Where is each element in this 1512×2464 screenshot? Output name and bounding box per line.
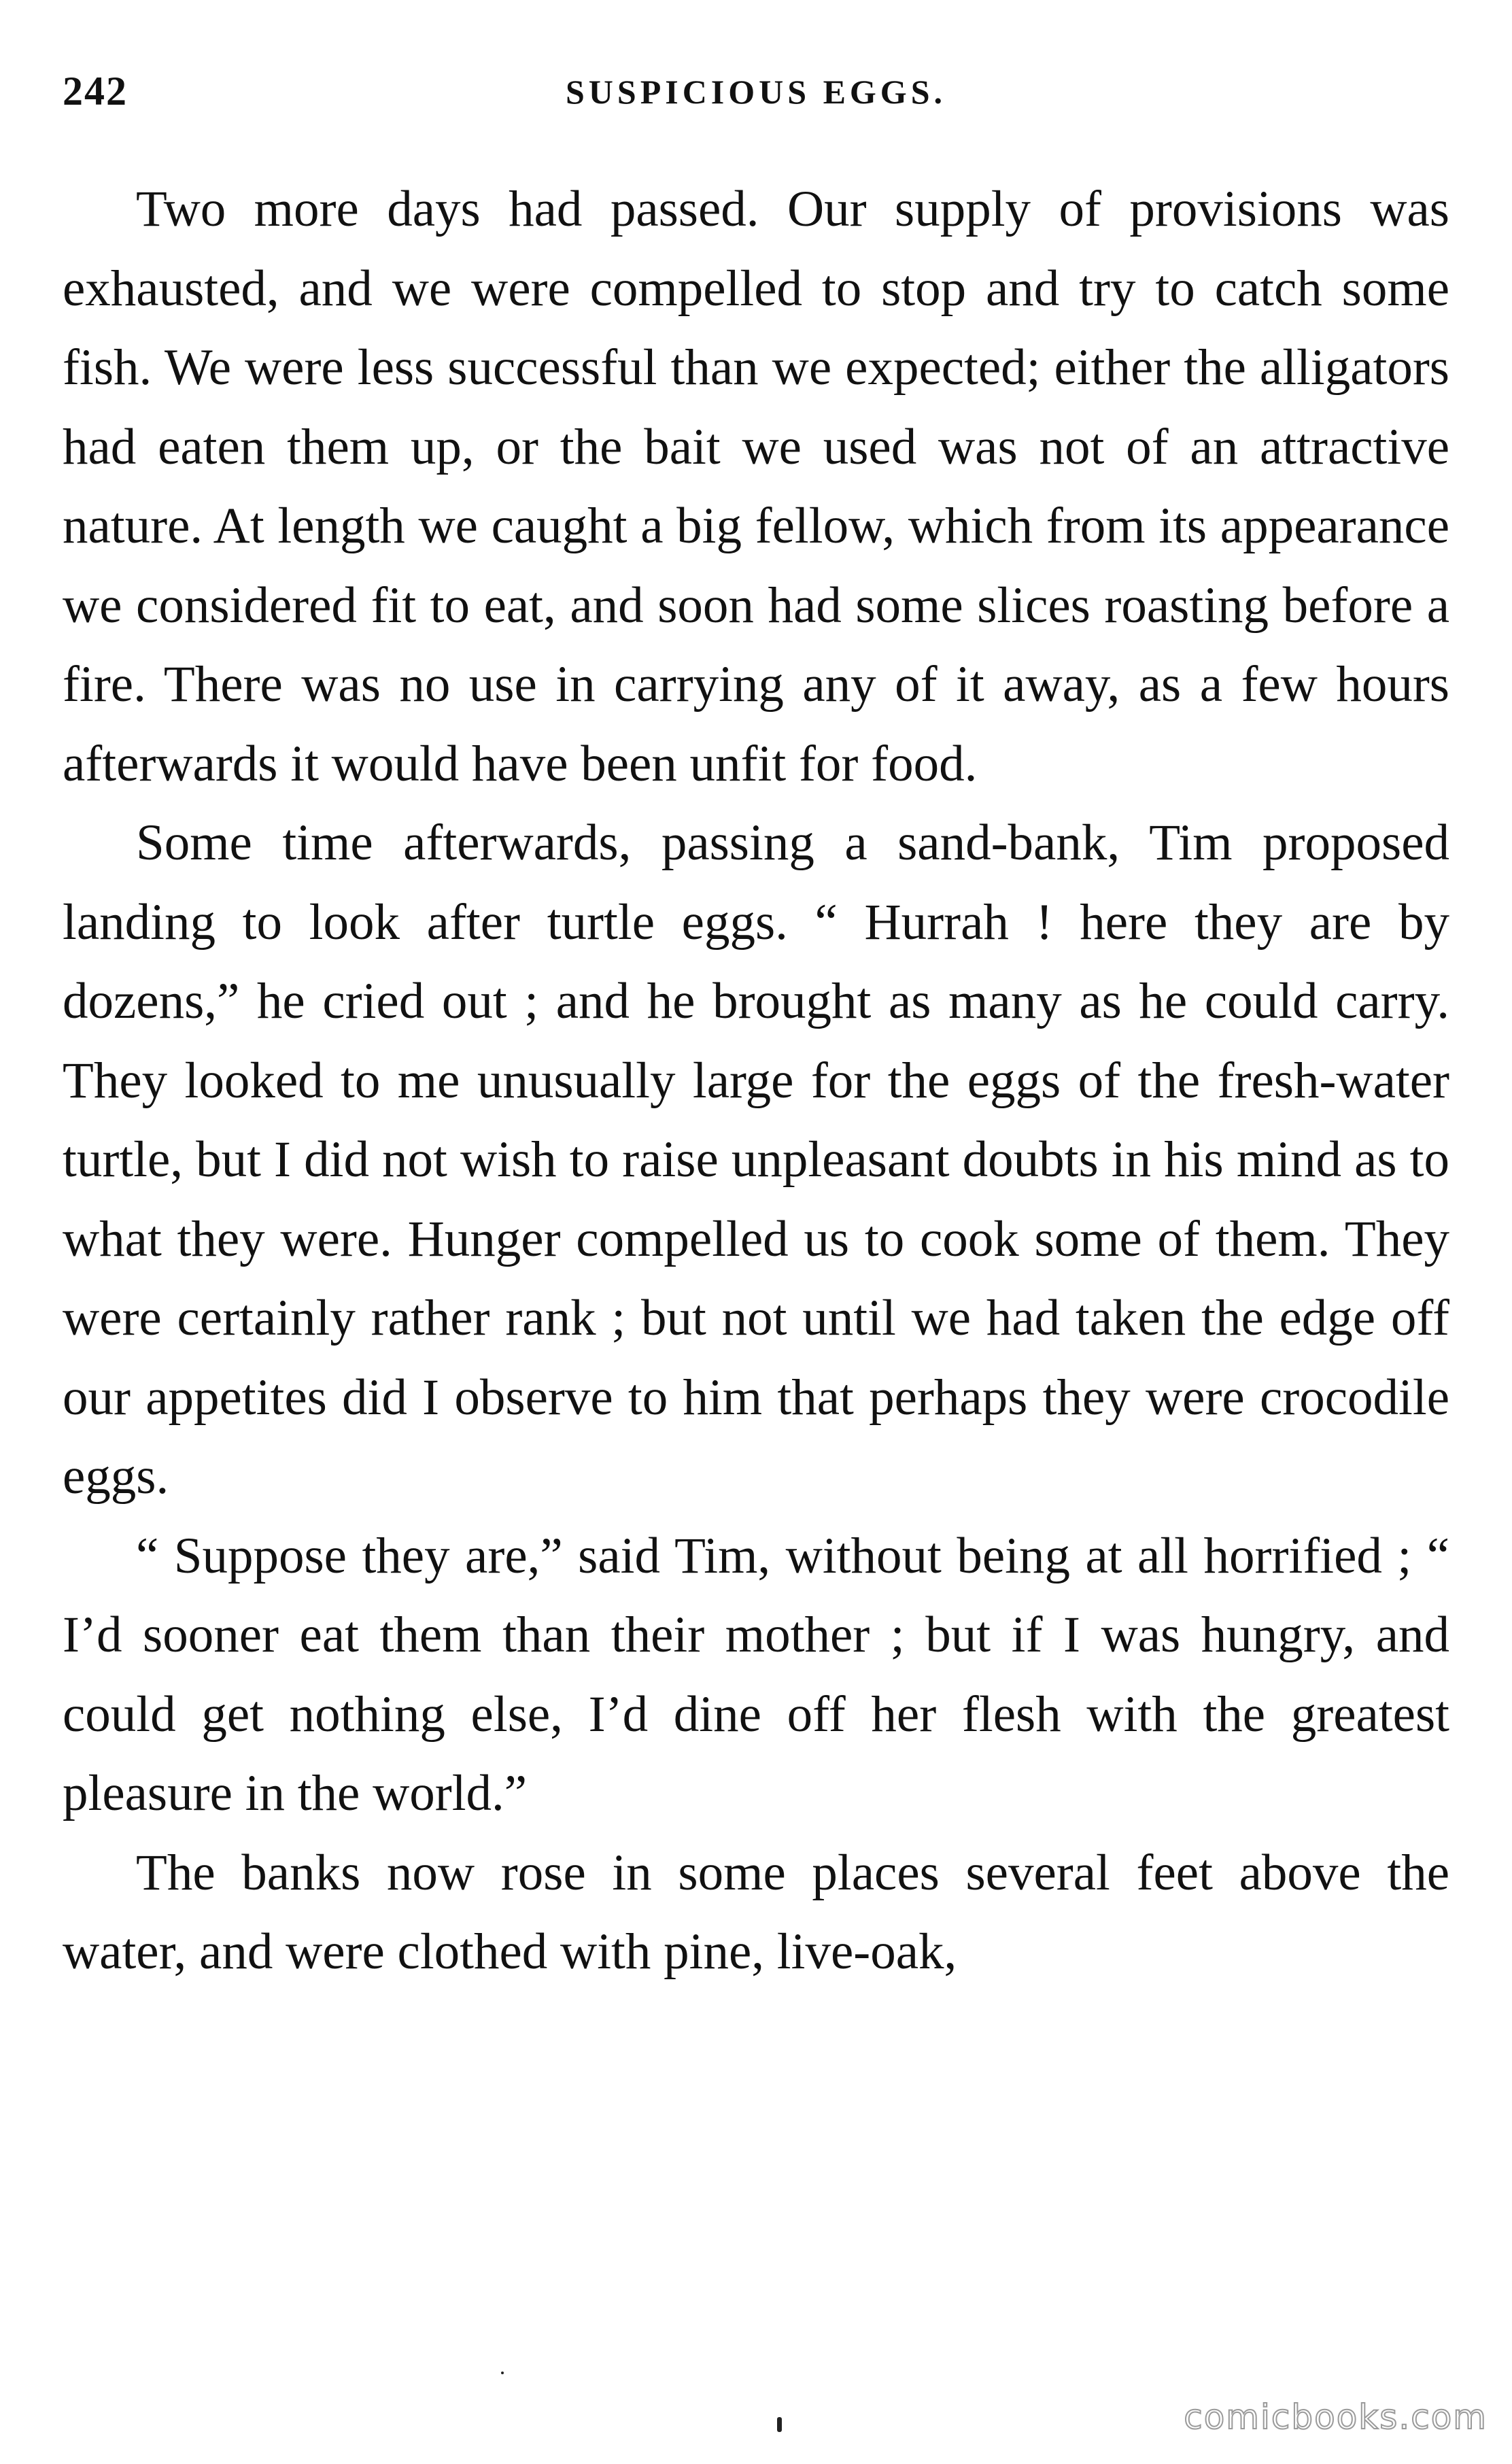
body-text xyxy=(63,170,1449,1992)
page-number: 242 xyxy=(63,69,128,114)
paragraph-3: “ Suppose they are,” said Tim, without being at all horrified ; “ I’d sooner eat them than their mother ; but if I was hungry, and could get nothing else, I’d dine off her flesh with the greatest pleasure in the world.” xyxy=(63,1527,1449,1821)
paragraph-4: The banks now rose in some places several feet above the water, and were clothed with pine, live-oak, xyxy=(63,1844,1449,1980)
paragraph-1: Two more days had passed. Our supply of provisions was exhausted, and we were compelled to stop and try to catch some fish. We were less successful than we expected; either the alligators had eaten them up, or the bait we used was not of an attractive nature. At length we caught a big fellow, which from its appearance we considered fit to eat, and soon had some slices roasting before a fire. There was no use in carrying any of it away, as a few hours afterwards it would have been unfit for food. xyxy=(63,181,1449,792)
running-title: SUSPICIOUS EGGS. xyxy=(565,73,947,111)
site-watermark: comicbooks.com xyxy=(1184,2397,1488,2437)
paragraph-2: Some time afterwards, passing a sand-bank, Tim proposed landing to look after turtle eggs. “ Hurrah ! here they are by dozens,” he cried out ; and he brought as many as he could carry. They looked to me unusually large for the eggs of the fresh-water turtle, but I did not wish to raise unpleasant doubts in his mind as to what they were. Hunger compelled us to cook some of them. They were certainly rather rank ; but not until we had taken the edge off our appetites did I observe to him that perhaps they were crocodile eggs. xyxy=(63,815,1449,1505)
print-dot xyxy=(501,2372,504,2374)
page-header xyxy=(63,68,1449,129)
print-speck xyxy=(777,2417,782,2432)
